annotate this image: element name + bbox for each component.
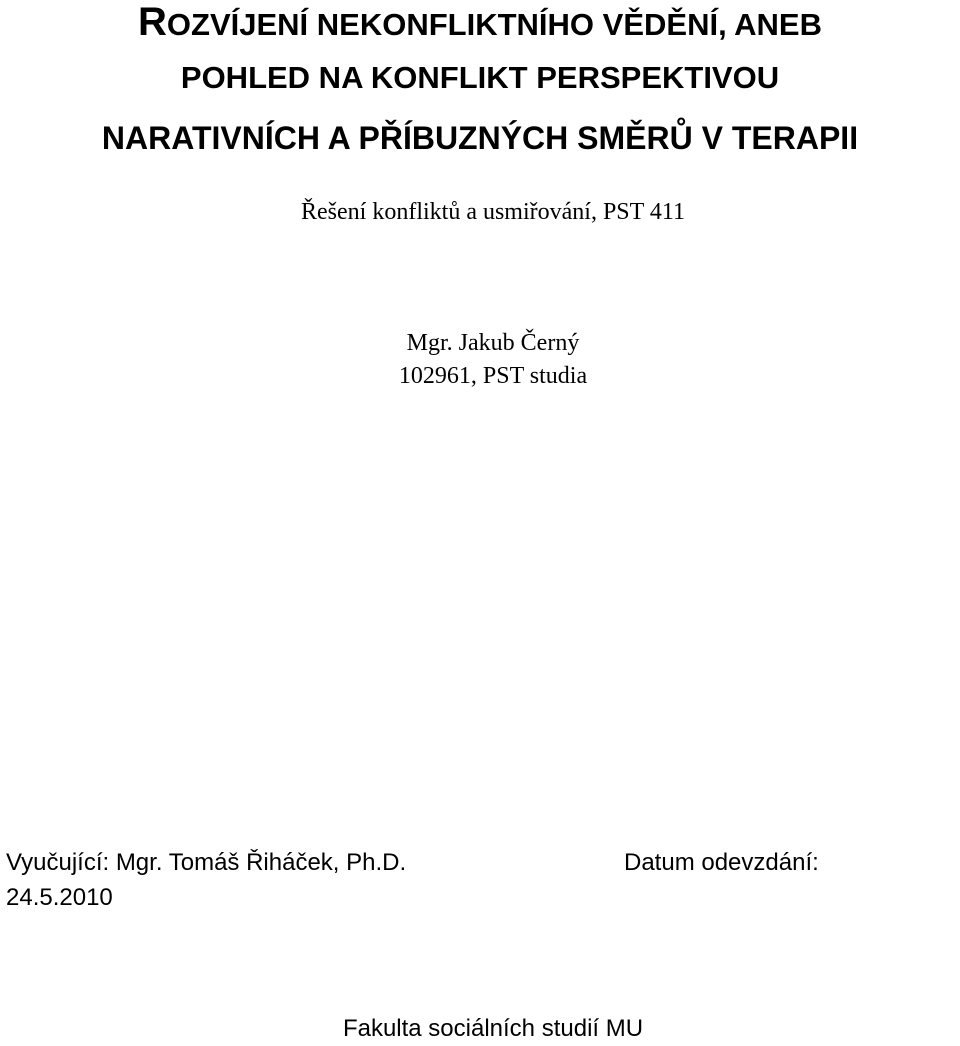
title-line-3: NARATIVNÍCH A PŘÍBUZNÝCH SMĚRŮ V TERAPII	[101, 120, 859, 156]
title-initial-letter: R	[138, 0, 167, 44]
faculty-name: Fakulta sociálních studií MU	[342, 1015, 644, 1042]
course-name: Řešení konfliktů a usmiřování, PST 411	[301, 199, 685, 225]
submission-date-label: Datum odevzdání:	[624, 849, 819, 876]
author-id-line: 102961, PST studia	[398, 363, 588, 389]
submission-date-value: 24.5.2010	[6, 884, 113, 911]
title-line-1-rest: OZVÍJENÍ NEKONFLIKTNÍHO VĚDĚNÍ, ANEB	[166, 7, 822, 42]
teacher-line: Vyučující: Mgr. Tomáš Řiháček, Ph.D.	[6, 849, 407, 876]
title-line-1	[0, 2, 960, 45]
author-name: Mgr. Jakub Černý	[406, 330, 580, 356]
title-line-2: POHLED NA KONFLIKT PERSPEKTIVOU	[180, 60, 780, 95]
